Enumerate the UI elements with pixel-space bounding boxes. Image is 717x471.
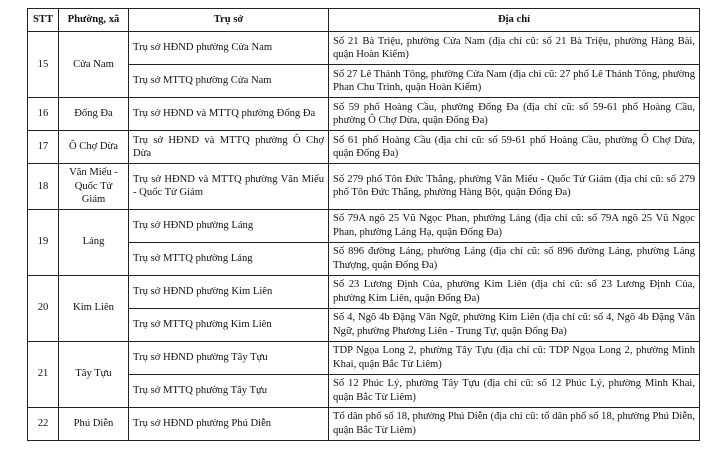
office-cell: Trụ sở HĐND phường Kim Liên bbox=[129, 275, 329, 308]
office-cell: Trụ sở HĐND phường Cửa Nam bbox=[129, 32, 329, 65]
stt-cell: 21 bbox=[28, 341, 59, 407]
table-row bbox=[28, 374, 700, 407]
office-cell: Trụ sở HĐND phường Tây Tựu bbox=[129, 341, 329, 374]
address-cell: Số 12 Phúc Lý, phường Tây Tựu (địa chỉ cũ: số 12 Phúc Lý, phường Minh Khai, quận Bắc Từ Liêm) bbox=[329, 374, 700, 407]
office-cell: Trụ sở HĐND và MTTQ phường Văn Miếu - Quốc Tử Giám bbox=[129, 164, 329, 210]
table-row bbox=[28, 98, 700, 131]
address-cell: Tổ dân phố số 18, phường Phú Diễn (địa chỉ cũ: tổ dân phố số 18, phường Phú Diễn, quận Bắc Từ Liêm) bbox=[329, 407, 700, 440]
address-cell: Số 21 Bà Triệu, phường Cửa Nam (địa chỉ cũ: số 21 Bà Triệu, phường Hàng Bài, quận Hoàn Kiếm) bbox=[329, 32, 700, 65]
header-address: Địa chỉ bbox=[329, 9, 700, 32]
stt-cell: 18 bbox=[28, 164, 59, 210]
table-row bbox=[28, 164, 700, 210]
ward-cell: Cửa Nam bbox=[59, 32, 129, 98]
ward-cell: Tây Tựu bbox=[59, 341, 129, 407]
ward-cell: Văn Miếu - Quốc Tử Giám bbox=[59, 164, 129, 210]
address-cell: Số 27 Lê Thánh Tông, phường Cửa Nam (địa chỉ cũ: 27 phố Lê Thánh Tông, phường Phan Chu Trinh, quận Hoàn Kiếm) bbox=[329, 65, 700, 98]
stt-cell: 17 bbox=[28, 131, 59, 164]
address-cell: Số 23 Lương Định Của, phường Kim Liên (địa chỉ cũ: số 23 Lương Định Của, phường Kim Liên, quận Đống Đa) bbox=[329, 275, 700, 308]
table-row bbox=[28, 65, 700, 98]
address-cell: Số 79A ngõ 25 Vũ Ngọc Phan, phường Láng (địa chỉ cũ: số 79A ngõ 25 Vũ Ngọc Phan, phường Láng Hạ, quận Đống Đa) bbox=[329, 209, 700, 242]
address-cell: Số 279 phố Tôn Đức Thắng, phường Văn Miếu - Quốc Tử Giám (địa chỉ cũ: số 279 phố Tôn Đức Thắng, phường Hàng Bột, quận Đống Đa) bbox=[329, 164, 700, 210]
table-row bbox=[28, 308, 700, 341]
office-cell: Trụ sở HĐND và MTTQ phường Đống Đa bbox=[129, 98, 329, 131]
table-row bbox=[28, 275, 700, 308]
table-row bbox=[28, 209, 700, 242]
ward-cell: Phú Diễn bbox=[59, 407, 129, 440]
stt-cell: 22 bbox=[28, 407, 59, 440]
ward-cell: Ô Chợ Dừa bbox=[59, 131, 129, 164]
table-row bbox=[28, 407, 700, 440]
table-row bbox=[28, 341, 700, 374]
address-cell: Số 896 đường Láng, phường Láng (địa chỉ cũ: số 896 đường Láng, phường Láng Thượng, quận Đống Đa) bbox=[329, 242, 700, 275]
header-row bbox=[28, 9, 700, 32]
office-cell: Trụ sở MTTQ phường Láng bbox=[129, 242, 329, 275]
stt-cell: 19 bbox=[28, 209, 59, 275]
stt-cell: 16 bbox=[28, 98, 59, 131]
ward-cell: Kim Liên bbox=[59, 275, 129, 341]
ward-cell: Láng bbox=[59, 209, 129, 275]
header-stt: STT bbox=[28, 9, 59, 32]
stt-cell: 15 bbox=[28, 32, 59, 98]
stt-cell: 20 bbox=[28, 275, 59, 341]
table-row bbox=[28, 131, 700, 164]
office-cell: Trụ sở MTTQ phường Cửa Nam bbox=[129, 65, 329, 98]
ward-cell: Đống Đa bbox=[59, 98, 129, 131]
office-cell: Trụ sở HĐND phường Láng bbox=[129, 209, 329, 242]
table-row bbox=[28, 32, 700, 65]
address-cell: Số 59 phố Hoàng Cầu, phường Đống Đa (địa chỉ cũ: số 59-61 phố Hoàng Cầu, phường Ô Chợ Dừa, quận Đống Đa) bbox=[329, 98, 700, 131]
office-address-table bbox=[27, 8, 700, 441]
office-cell: Trụ sở HĐND và MTTQ phường Ô Chợ Dừa bbox=[129, 131, 329, 164]
office-cell: Trụ sở HĐND phường Phú Diễn bbox=[129, 407, 329, 440]
office-cell: Trụ sở MTTQ phường Kim Liên bbox=[129, 308, 329, 341]
office-cell: Trụ sở MTTQ phường Tây Tựu bbox=[129, 374, 329, 407]
address-cell: Số 61 phố Hoàng Cầu (địa chỉ cũ: số 59-61 phố Hoàng Cầu, phường Ô Chợ Dừa, quận Đống Đa) bbox=[329, 131, 700, 164]
table-row bbox=[28, 242, 700, 275]
header-ward: Phường, xã bbox=[59, 9, 129, 32]
header-office: Trụ sở bbox=[129, 9, 329, 32]
address-cell: Số 4, Ngõ 4b Đặng Văn Ngữ, phường Kim Liên (địa chỉ cũ: số 4, Ngõ 4b Đặng Văn Ngữ, phường Phương Liên - Trung Tự, quận Đống Đa) bbox=[329, 308, 700, 341]
address-cell: TDP Ngọa Long 2, phường Tây Tựu (địa chỉ cũ: TDP Ngọa Long 2, phường Minh Khai, quận Bắc Từ Liêm) bbox=[329, 341, 700, 374]
